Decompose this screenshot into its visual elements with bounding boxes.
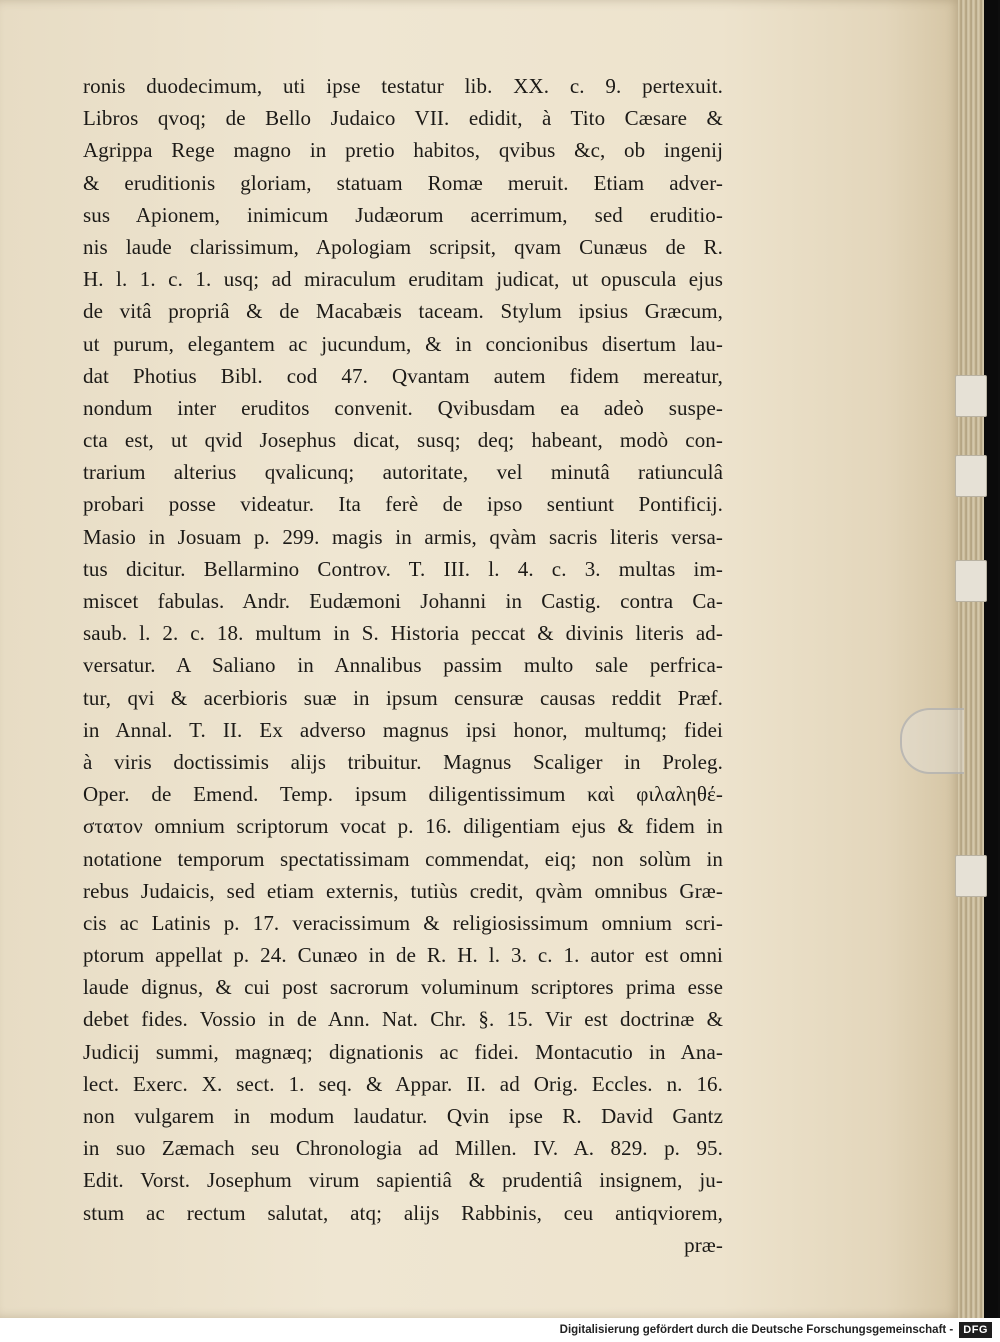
page-tab [955, 560, 987, 602]
text-line: ptorum appellat p. 24. Cunæo in de R. H. l. 3. c. 1. autor est omni [83, 943, 723, 968]
text-line: in Annal. T. II. Ex adverso magnus ipsi honor, multumq; fidei [83, 717, 723, 742]
text-line: notatione temporum spectatissimam commendat, eiq; non solùm in [83, 846, 723, 871]
text-line: nis laude clarissimum, Apologiam scripsit, qvam Cunæus de R. [83, 234, 723, 259]
text-line: trarium alterius qvalicunq; autoritate, vel minutâ ratiunculâ [83, 460, 723, 485]
text-line: tur, qvi & acerbioris suæ in ipsum censuræ causas reddit Præf. [83, 685, 723, 710]
text-line: sus Apionem, inimicum Judæorum acerrimum, sed eruditio- [83, 202, 723, 227]
text-line: stum ac rectum salutat, atq; alijs Rabbinis, ceu antiqviorem, [83, 1200, 723, 1225]
page-clip [900, 708, 964, 774]
page-tab [955, 455, 987, 497]
text-line: saub. l. 2. c. 18. multum in S. Historia peccat & divinis literis ad- [83, 621, 723, 646]
catchword: præ- [684, 1232, 723, 1257]
text-line: cta est, ut qvid Josephus dicat, susq; deq; habeant, modò con- [83, 428, 723, 453]
text-line: à viris doctissimis alijs tribuitur. Magnus Scaliger in Proleg. [83, 749, 723, 774]
text-line: H. l. 1. c. 1. usq; ad miraculum eruditam judicat, ut opuscula ejus [83, 267, 723, 292]
text-line: ronis duodecimum, uti ipse testatur lib. XX. c. 9. pertexuit. [83, 74, 723, 98]
page-tab [955, 375, 987, 417]
text-line: lect. Exerc. X. sect. 1. seq. & Appar. II. ad Orig. Eccles. n. 16. [83, 1071, 723, 1096]
text-line: laude dignus, & cui post sacrorum voluminum scriptores prima esse [83, 975, 723, 1000]
text-line: miscet fabulas. Andr. Eudæmoni Johanni in Castig. contra Ca- [83, 589, 723, 613]
text-line: non vulgarem in modum laudatur. Qvin ipse R. David Gantz [83, 1104, 723, 1128]
page-edges [958, 0, 986, 1318]
text-line: Masio in Josuam p. 299. magis in armis, qvàm sacris literis versa- [83, 524, 723, 549]
text-line: rebus Judaicis, sed etiam externis, tutiùs credit, qvàm omnibus Græ- [83, 878, 723, 903]
text-line: Judicij summi, magnæq; dignationis ac fidei. Montacutio in Ana- [83, 1039, 723, 1064]
text-line: debet fides. Vossio in de Ann. Nat. Chr. §. 15. Vir est doctrinæ & [83, 1007, 723, 1032]
text-line: de vitâ propriâ & de Macabæis taceam. Stylum ipsius Græcum, [83, 299, 723, 324]
text-line: Agrippa Rege magno in pretio habitos, qvibus &c, ob ingenij [83, 138, 723, 163]
text-line: probari posse videatur. Ita ferè de ipso sentiunt Pontificij. [83, 492, 723, 517]
text-line: versatur. A Saliano in Annalibus passim multo sale perfrica- [83, 653, 723, 678]
footer-bar [0, 1318, 1000, 1342]
body-text [83, 70, 723, 1261]
text-line: nondum inter eruditos convenit. Qvibusdam ea adeò suspe- [83, 395, 723, 420]
footer-credit: Digitalisierung gefördert durch die Deutsche Forschungsgemeinschaft - [559, 1324, 954, 1336]
dfg-logo: DFG [959, 1322, 992, 1338]
text-line: in suo Zæmach seu Chronologia ad Millen. IV. A. 829. p. 95. [83, 1136, 723, 1161]
text-line: ut purum, elegantem ac jucundum, & in concionibus disertum lau- [83, 331, 723, 356]
text-line: tus dicitur. Bellarmino Controv. T. III. l. 4. c. 3. multas im- [83, 556, 723, 581]
text-line: dat Photius Bibl. cod 47. Qvantam autem fidem mereatur, [83, 363, 723, 388]
page-tab [955, 855, 987, 897]
text-line: cis ac Latinis p. 17. veracissimum & religiosissimum omnium scri- [83, 910, 723, 935]
text-line: Edit. Vorst. Josephum virum sapientiâ & prudentiâ insignem, ju- [83, 1168, 723, 1193]
text-line: Libros qvoq; de Bello Judaico VII. edidit, à Tito Cæsare & [83, 106, 723, 131]
text-line: στατον omnium scriptorum vocat p. 16. diligentiam ejus & fidem in [83, 814, 723, 839]
text-line: & eruditionis gloriam, statuam Romæ meruit. Etiam adver- [83, 170, 723, 195]
text-line: Oper. de Emend. Temp. ipsum diligentissimum καὶ φιλαληθέ- [83, 782, 723, 807]
